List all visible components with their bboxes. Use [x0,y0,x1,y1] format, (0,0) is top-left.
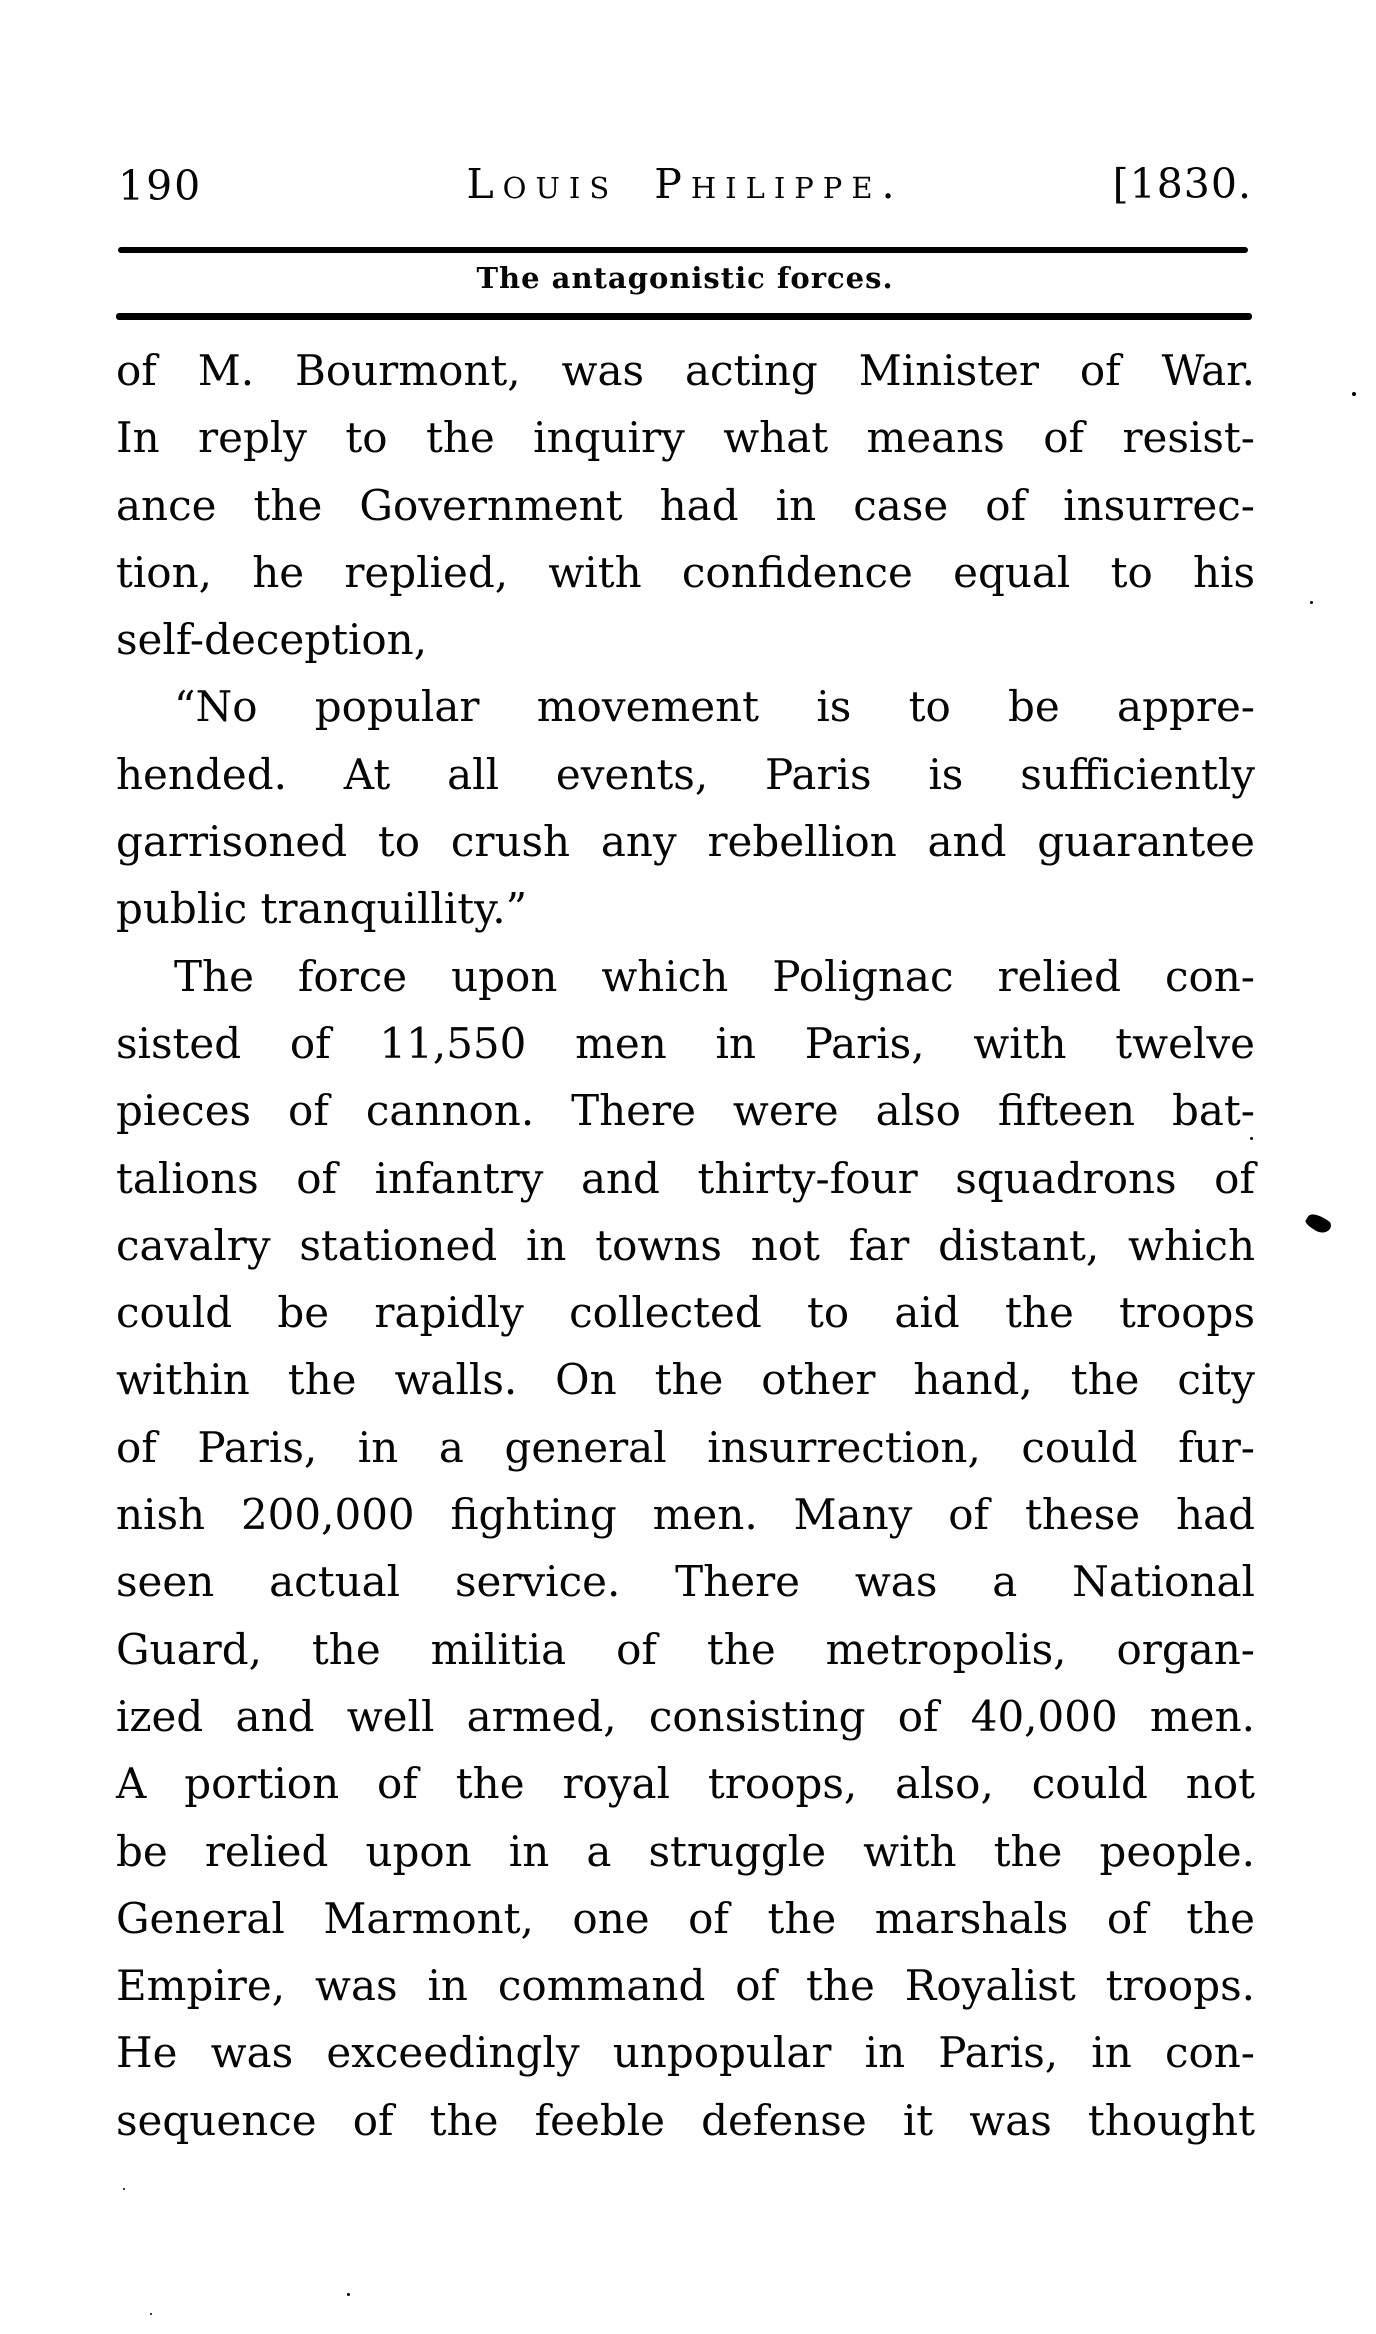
scan-speck [1352,392,1356,396]
body-line: ance the Government had in case of insurrec- [116,480,1255,530]
page-number: 190 [118,162,203,210]
section-running-head: The antagonistic forces. [476,261,894,295]
scan-speck [123,2188,125,2190]
body-line: talions of infantry and thirty-four squadrons of [116,1153,1255,1203]
body-line: self-deception, [116,615,428,665]
body-line: A portion of the royal troops, also, could not [116,1759,1255,1809]
body-line: hended. At all events, Paris is sufficiently [116,749,1255,799]
scan-speck [150,2313,152,2315]
body-line: General Marmont, one of the marshals of the [116,1893,1255,1943]
body-line: He was exceedingly unpopular in Paris, in con- [116,2028,1255,2078]
body-line: ized and well armed, consisting of 40,000 men. [116,1691,1255,1741]
bottom-rule-divider [116,313,1252,320]
body-line: The force upon which Polignac relied con- [174,951,1255,1001]
body-line: garrisoned to crush any rebellion and guarantee [116,817,1255,867]
body-line: could be rapidly collected to aid the troops [116,1288,1255,1338]
body-line: tion, he replied, with confidence equal to his [116,547,1255,597]
body-line: Guard, the militia of the metropolis, organ- [116,1624,1255,1674]
body-line: cavalry stationed in towns not far distant, which [116,1220,1255,1270]
body-text-block [116,337,1255,2154]
body-line: “No popular movement is to be appre- [174,682,1255,732]
book-title-running-header: Louis Philippe. [466,160,904,208]
scan-speck [1250,1137,1253,1140]
body-line: sisted of 11,550 men in Paris, with twelve [116,1018,1255,1068]
body-line: seen actual service. There was a National [116,1557,1255,1607]
top-rule-divider [118,247,1248,253]
body-line: sequence of the feeble defense it was thought [116,2095,1255,2145]
ink-blot-artifact [1304,1210,1333,1236]
body-line: of Paris, in a general insurrection, could fur- [116,1422,1255,1472]
body-line: within the walls. On the other hand, the city [116,1355,1255,1405]
body-line: In reply to the inquiry what means of resist- [116,413,1255,463]
body-line: Empire, was in command of the Royalist troops. [116,1961,1255,2011]
body-line: nish 200,000 fighting men. Many of these had [116,1490,1255,1540]
scan-speck [347,2293,350,2296]
scan-speck [1310,601,1313,604]
body-line: be relied upon in a struggle with the people. [116,1826,1255,1876]
body-line: pieces of cannon. There were also fifteen bat- [116,1086,1255,1136]
header-year: [1830. [1112,160,1252,208]
body-line: public tranquillity.” [116,884,528,934]
page-header [116,160,1254,216]
body-line: of M. Bourmont, was acting Minister of War. [116,346,1255,395]
